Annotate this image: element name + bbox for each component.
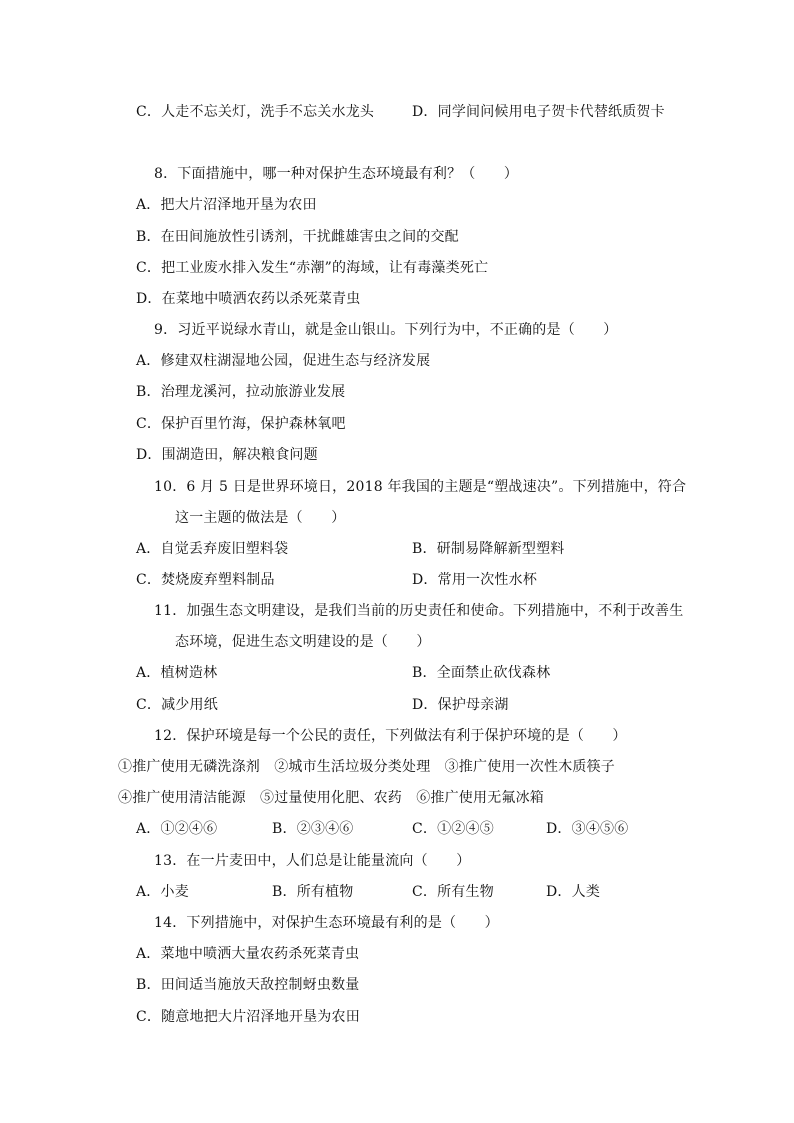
question-10: 10．6 月 5 日是世界环境日，2018 年我国的主题是“塑战速决”。下列措施中，符合	[154, 479, 687, 495]
question-9: 9．习近平说绿水青山，就是金山银山。下列行为中，不正确的是（ ）	[154, 322, 618, 338]
question-14: 14．下列措施中，对保护生态环境最有利的是（ ）	[154, 915, 499, 931]
question-13: 13．在一片麦田中，人们总是让能量流向（ ）	[154, 853, 471, 869]
q11-option-b: B．全面禁止砍伐森林	[412, 665, 551, 681]
question-11-line-2: 态环境，促进生态文明建设的是（ ）	[175, 634, 431, 650]
q12-option-b: B．②③④⑥	[272, 821, 354, 837]
q12-option-d: D．③④⑤⑥	[546, 821, 629, 837]
q9-option-d: D．围湖造田，解决粮食问题	[136, 447, 318, 463]
question-12: 12．保护环境是每一个公民的责任，下列做法有利于保护环境的是（ ）	[154, 728, 627, 744]
q14-option-c: C．随意地把大片沼泽地开垦为农田	[136, 1009, 360, 1025]
q8-option-b: B．在田间施放性引诱剂，干扰雌雄害虫之间的交配	[136, 229, 459, 245]
q10-option-d: D．常用一次性水杯	[412, 572, 538, 588]
q10-option-c: C．焚烧废弃塑料制品	[136, 572, 275, 588]
q13-option-d: D．人类	[546, 884, 601, 900]
question-11: 11．加强生态文明建设，是我们当前的历史责任和使命。下列措施中，不利于改善生	[154, 603, 684, 619]
q12-option-a: A．①②④⑥	[136, 821, 218, 837]
q14-option-a: A．菜地中喷洒大量农药杀死菜青虫	[136, 946, 360, 962]
q13-option-c: C．所有生物	[412, 884, 494, 900]
q9-option-a: A．修建双柱湖湿地公园，促进生态与经济发展	[136, 353, 431, 369]
q14-option-b: B．田间适当施放天敌控制蚜虫数量	[136, 977, 360, 993]
q7-option-d: D．同学间问候用电子贺卡代替纸质贺卡	[412, 104, 665, 120]
q8-option-a: A．把大片沼泽地开垦为农田	[136, 197, 317, 213]
question-8: 8．下面措施中，哪一种对保护生态环境最有利？（ ）	[154, 166, 519, 182]
q12-statement-line-1: ①推广使用无磷洗涤剂 ②城市生活垃圾分类处理 ③推广使用一次性木质筷子	[118, 759, 615, 775]
q10-option-b: B．研制易降解新型塑料	[412, 541, 565, 557]
q11-option-a: A．植树造林	[136, 665, 218, 681]
q8-option-d: D．在菜地中喷洒农药以杀死菜青虫	[136, 291, 361, 307]
q10-option-a: A．自觉丢弃废旧塑料袋	[136, 541, 289, 557]
q7-option-c: C．人走不忘关灯，洗手不忘关水龙头	[136, 104, 375, 120]
q8-option-c: C．把工业废水排入发生“赤潮”的海域，让有毒藻类死亡	[136, 260, 489, 276]
q11-option-d: D．保护母亲湖	[412, 697, 509, 713]
q13-option-a: A．小麦	[136, 884, 189, 900]
q12-option-c: C．①②④⑤	[412, 821, 494, 837]
q13-option-b: B．所有植物	[272, 884, 354, 900]
q11-option-c: C．减少用纸	[136, 697, 218, 713]
q12-statement-line-2: ④推广使用清洁能源 ⑤过量使用化肥、农药 ⑥推广使用无氟冰箱	[118, 790, 544, 806]
question-10-line-2: 这一主题的做法是（ ）	[175, 510, 346, 526]
q9-option-c: C．保护百里竹海，保护森林氧吧	[136, 416, 346, 432]
q9-option-b: B．治理龙溪河，拉动旅游业发展	[136, 384, 346, 400]
